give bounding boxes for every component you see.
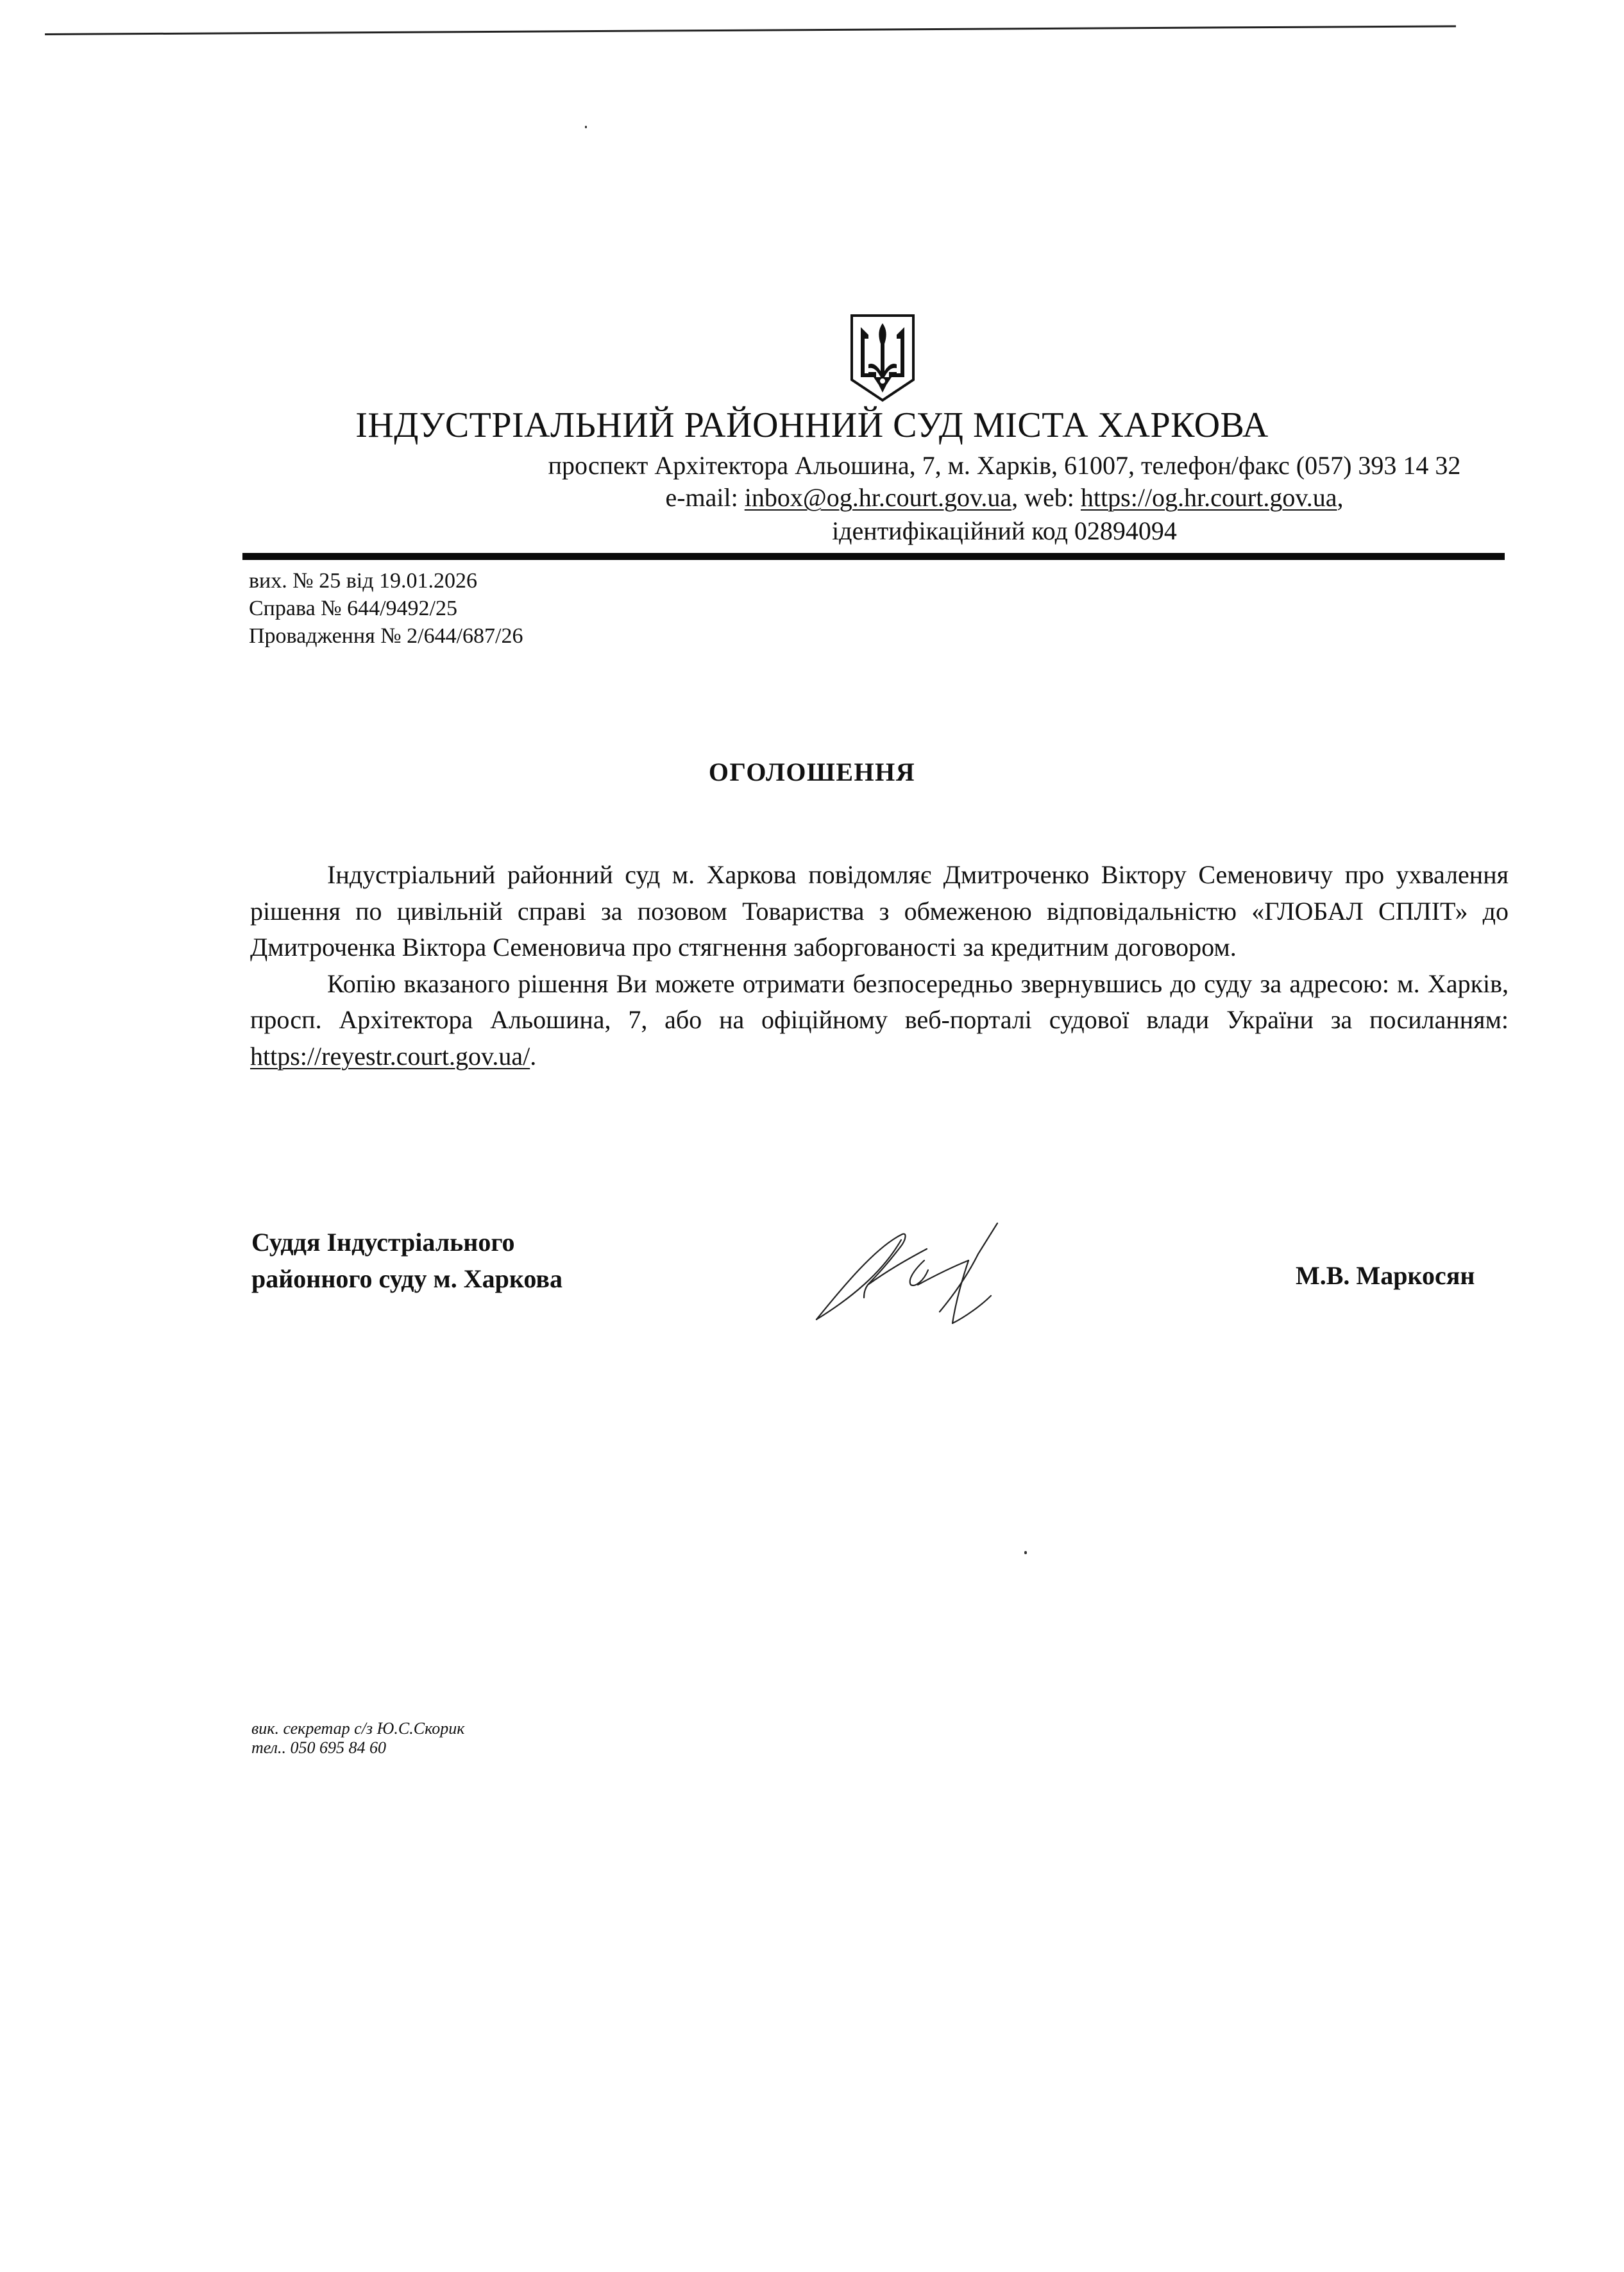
court-contacts (192, 481, 1624, 514)
executor-phone: тел.. 050 695 84 60 (251, 1738, 387, 1757)
proceeding-number: Провадження № 2/644/687/26 (249, 624, 523, 648)
separator: , (1337, 483, 1344, 512)
judge-position (251, 1224, 562, 1297)
court-address: проспект Архітектора Альошина, 7, м. Харків, 61007, телефон/факс (057) 393 14 32 (548, 451, 1461, 480)
scan-artifact-line (45, 25, 1456, 35)
separator: , (1011, 483, 1019, 512)
judge-position-line-2: районного суду м. Харкова (251, 1264, 562, 1293)
web-label: web: (1024, 483, 1074, 512)
reference-block (249, 567, 523, 650)
trident-emblem-icon (848, 313, 917, 403)
header-divider (242, 553, 1505, 560)
paragraph-2-end: . (530, 1041, 537, 1071)
judge-position-line-1: Суддя Індустріального (251, 1228, 515, 1257)
executor-note (251, 1719, 464, 1758)
court-name-heading: ІНДУСТРІАЛЬНИЙ РАЙОННИЙ СУД МІСТА ХАРКОВА (355, 405, 1269, 445)
website-link[interactable]: https://og.hr.court.gov.ua (1080, 483, 1337, 512)
executor-name: вик. секретар с/з Ю.С.Скорик (251, 1719, 465, 1738)
outgoing-number: вих. № 25 від 19.01.2026 (249, 569, 477, 593)
court-id-code: ідентифікаційний код 02894094 (832, 516, 1177, 545)
body-paragraph-2 (250, 966, 1509, 1075)
document-body (250, 857, 1509, 1074)
document-title: ОГОЛОШЕННЯ (708, 758, 916, 786)
handwritten-signature-icon (805, 1209, 1004, 1337)
case-number: Справа № 644/9492/25 (249, 597, 457, 620)
scan-speck (1024, 1551, 1027, 1554)
email-link[interactable]: inbox@og.hr.court.gov.ua (744, 483, 1012, 512)
email-label: e-mail: (665, 483, 738, 512)
scan-speck (585, 126, 587, 128)
registry-link[interactable]: https://reyestr.court.gov.ua/ (250, 1041, 530, 1071)
judge-name: М.В. Маркосян (1296, 1261, 1475, 1290)
paragraph-2-text: Копію вказаного рішення Ви можете отримати безпосередньо звернувшись до суду за адресою: м. Харків, просп. Архітектора Альошина, 7, або на офіційному веб-порталі судової влади України за посиланням: (250, 969, 1509, 1034)
body-paragraph-1: Індустріальний районний суд м. Харкова повідомляє Дмитроченко Віктору Семеновичу про ухвалення рішення по цивільній справі за позовом Товариства з обмеженою відповідальністю «ГЛОБАЛ СПЛІТ» до Дмитроченка Віктора Семеновича про стягнення заборгованості за кредитним договором. (250, 860, 1509, 962)
